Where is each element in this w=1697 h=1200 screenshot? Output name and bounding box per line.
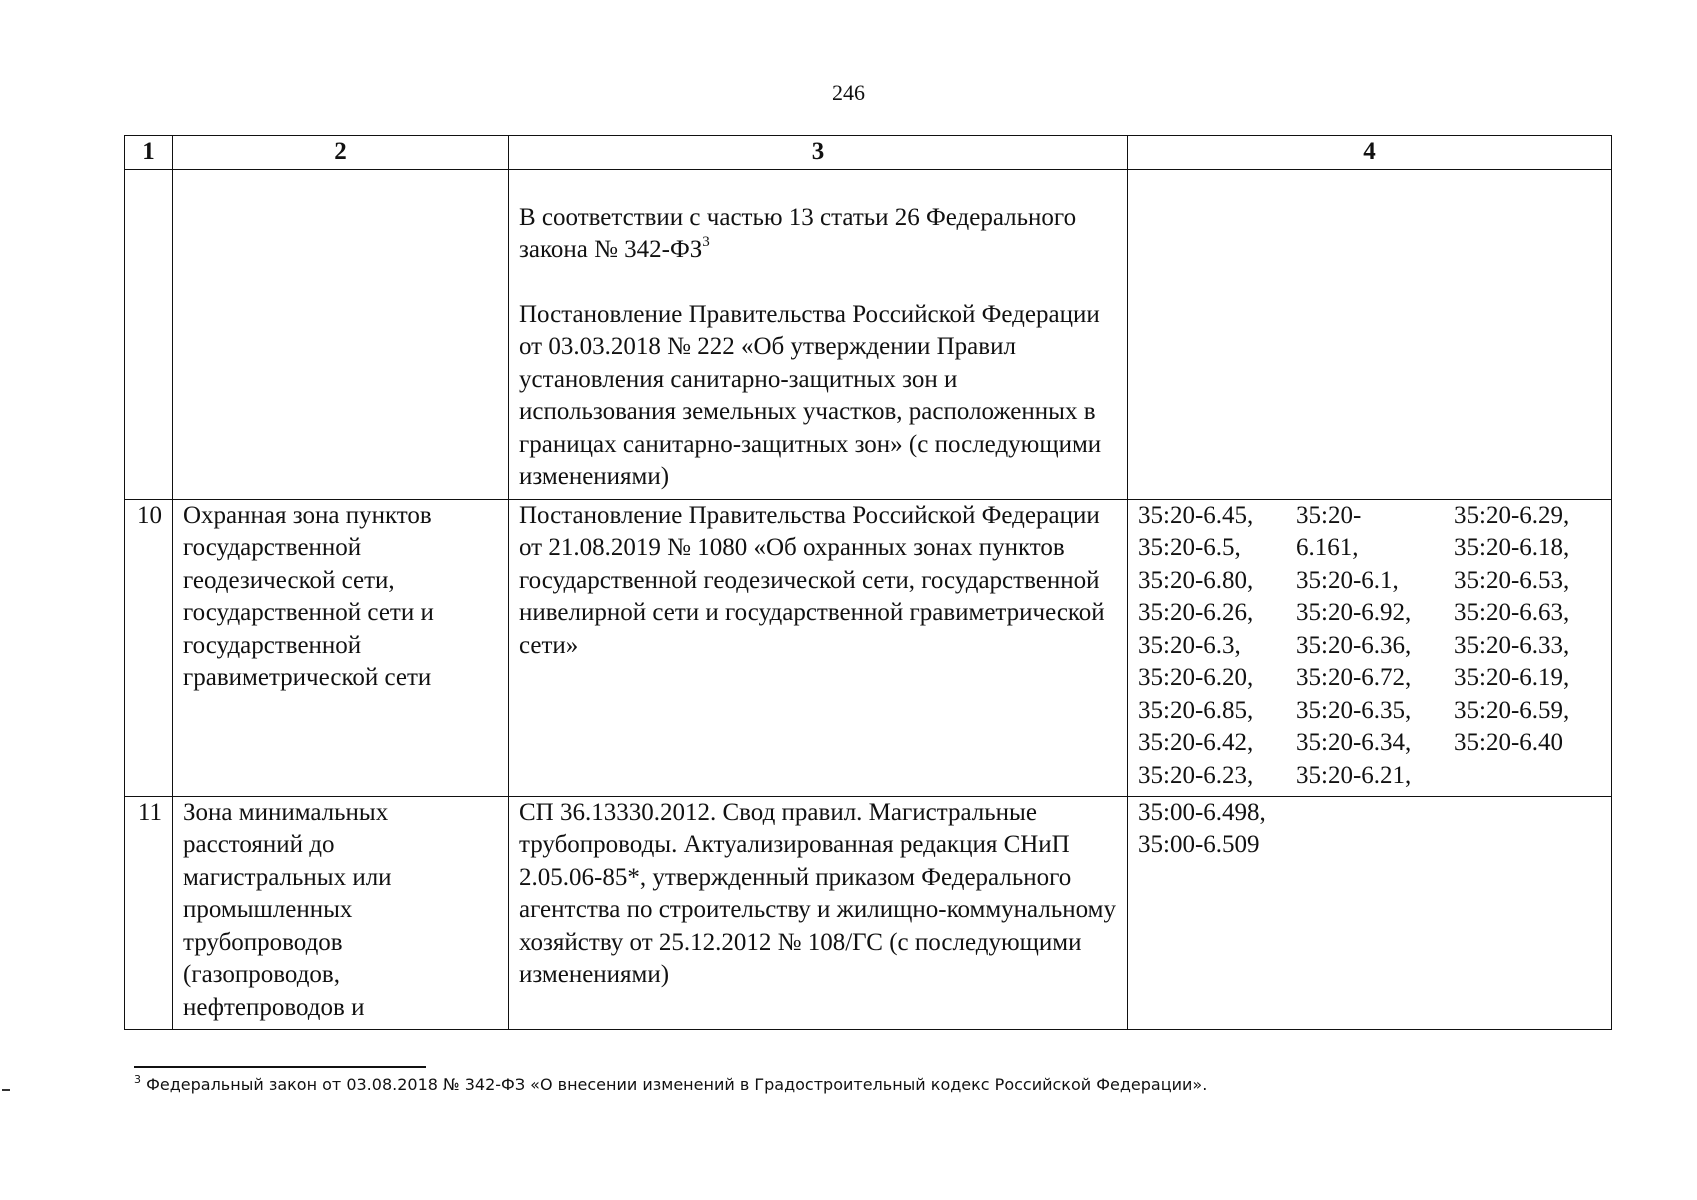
basis-text: В соответствии с частью 13 статьи 26 Федерального закона № 342-ФЗ <box>519 203 1077 263</box>
footnote <box>134 1075 1207 1094</box>
code-item: 35:20-6.23, <box>1138 761 1254 789</box>
code-item: 35:20-6.85, <box>1138 696 1254 724</box>
code-item: 35:20-6.53, <box>1454 566 1570 594</box>
legal-basis <box>509 169 1128 499</box>
legal-basis <box>509 796 1128 1029</box>
basis-paragraph: СП 36.13330.2012. Свод правил. Магистральные трубопроводы. Актуализированная редакция СНиП 2.05.06-85*, утвержденный приказом Федерального агентства по строительству и жилищно-коммунальному хозяйству от 25.12.2012 № 108/ГС (с последующими изменениями) <box>519 798 1116 988</box>
zone-name <box>173 169 509 499</box>
code-item: 35:20-6.26, <box>1138 599 1254 626</box>
page-number: 246 <box>832 80 865 105</box>
code-item: 35:20-6.92, <box>1296 599 1412 626</box>
footnote-ref: 3 <box>702 234 710 250</box>
legal-basis <box>509 499 1128 796</box>
footnote-marker: 3 <box>134 1073 141 1086</box>
code-item: 35:20-6.36, <box>1296 631 1412 659</box>
cadastral-codes <box>1128 796 1612 1029</box>
code-item: 35:20-6.42, <box>1138 729 1254 756</box>
code-item: 35:20-6.33, <box>1454 631 1570 659</box>
scan-edge-mark <box>2 1089 10 1091</box>
code-item: 35:00-6.498, <box>1138 798 1266 826</box>
header-col-4: 4 <box>1128 136 1612 170</box>
footnote-separator <box>134 1066 426 1068</box>
code-item: 35:20-6.3, <box>1138 631 1241 659</box>
code-item: 35:20-6.19, <box>1454 664 1570 691</box>
row-number <box>125 169 173 499</box>
zones-table <box>124 135 1612 1030</box>
code-item: 35:20-6.40 <box>1454 729 1564 756</box>
code-item: 35:20-6.72, <box>1296 664 1412 691</box>
row-number: 10 <box>125 499 173 796</box>
basis-paragraph <box>519 202 1117 267</box>
code-item: 35:20-6.1, <box>1296 566 1399 594</box>
table-header-row <box>125 136 1612 170</box>
code-item: 35:20-6.45, <box>1138 501 1254 529</box>
code-item <box>1454 760 1604 793</box>
code-item: 35:20- <box>1296 501 1362 529</box>
basis-paragraph: Постановление Правительства Российской Федерации от 21.08.2019 № 1080 «Об охранных зонах пунктов государственной геодезической сети, государственной нивелирной сети и государственной гравиметрической сети» <box>519 501 1105 659</box>
cadastral-codes <box>1128 169 1612 499</box>
header-col-3: 3 <box>509 136 1128 170</box>
table-row <box>125 169 1612 499</box>
row-number: 11 <box>125 796 173 1029</box>
code-item: 35:20-6.5, <box>1138 534 1241 561</box>
zone-name: Охранная зона пунктов государственной геодезической сети, государственной сети и государственной гравиметрической сети <box>173 499 509 796</box>
table-row <box>125 796 1612 1029</box>
basis-paragraph: Постановление Правительства Российской Федерации от 03.03.2018 № 222 «Об утверждении Правил установления санитарно-защитных зон и использования земельных участков, расположенных в границах санитарно-защитных зон» (с последующими изменениями) <box>519 300 1102 490</box>
table-row <box>125 499 1612 796</box>
code-item: 35:20-6.63, <box>1454 599 1570 626</box>
footnote-text: Федеральный закон от 03.08.2018 № 342-ФЗ «О внесении изменений в Градостроительный кодекс Российской Федерации». <box>146 1075 1208 1094</box>
code-item: 6.161, <box>1296 534 1359 561</box>
code-item: 35:20-6.80, <box>1138 566 1254 594</box>
code-item: 35:20-6.59, <box>1454 696 1570 724</box>
zone-name: Зона минимальных расстояний до магистральных или промышленных трубопроводов (газопроводов, нефтепроводов и <box>173 796 509 1029</box>
code-item: 35:20-6.35, <box>1296 696 1412 724</box>
code-item: 35:20-6.18, <box>1454 534 1570 561</box>
header-col-1: 1 <box>125 136 173 170</box>
code-item: 35:20-6.21, <box>1296 761 1412 789</box>
code-item: 35:20-6.29, <box>1454 501 1570 529</box>
cadastral-codes <box>1128 499 1612 796</box>
header-col-2: 2 <box>173 136 509 170</box>
code-item: 35:00-6.509 <box>1138 831 1260 858</box>
code-grid <box>1138 500 1601 793</box>
code-item: 35:20-6.20, <box>1138 664 1254 691</box>
code-item: 35:20-6.34, <box>1296 729 1412 756</box>
